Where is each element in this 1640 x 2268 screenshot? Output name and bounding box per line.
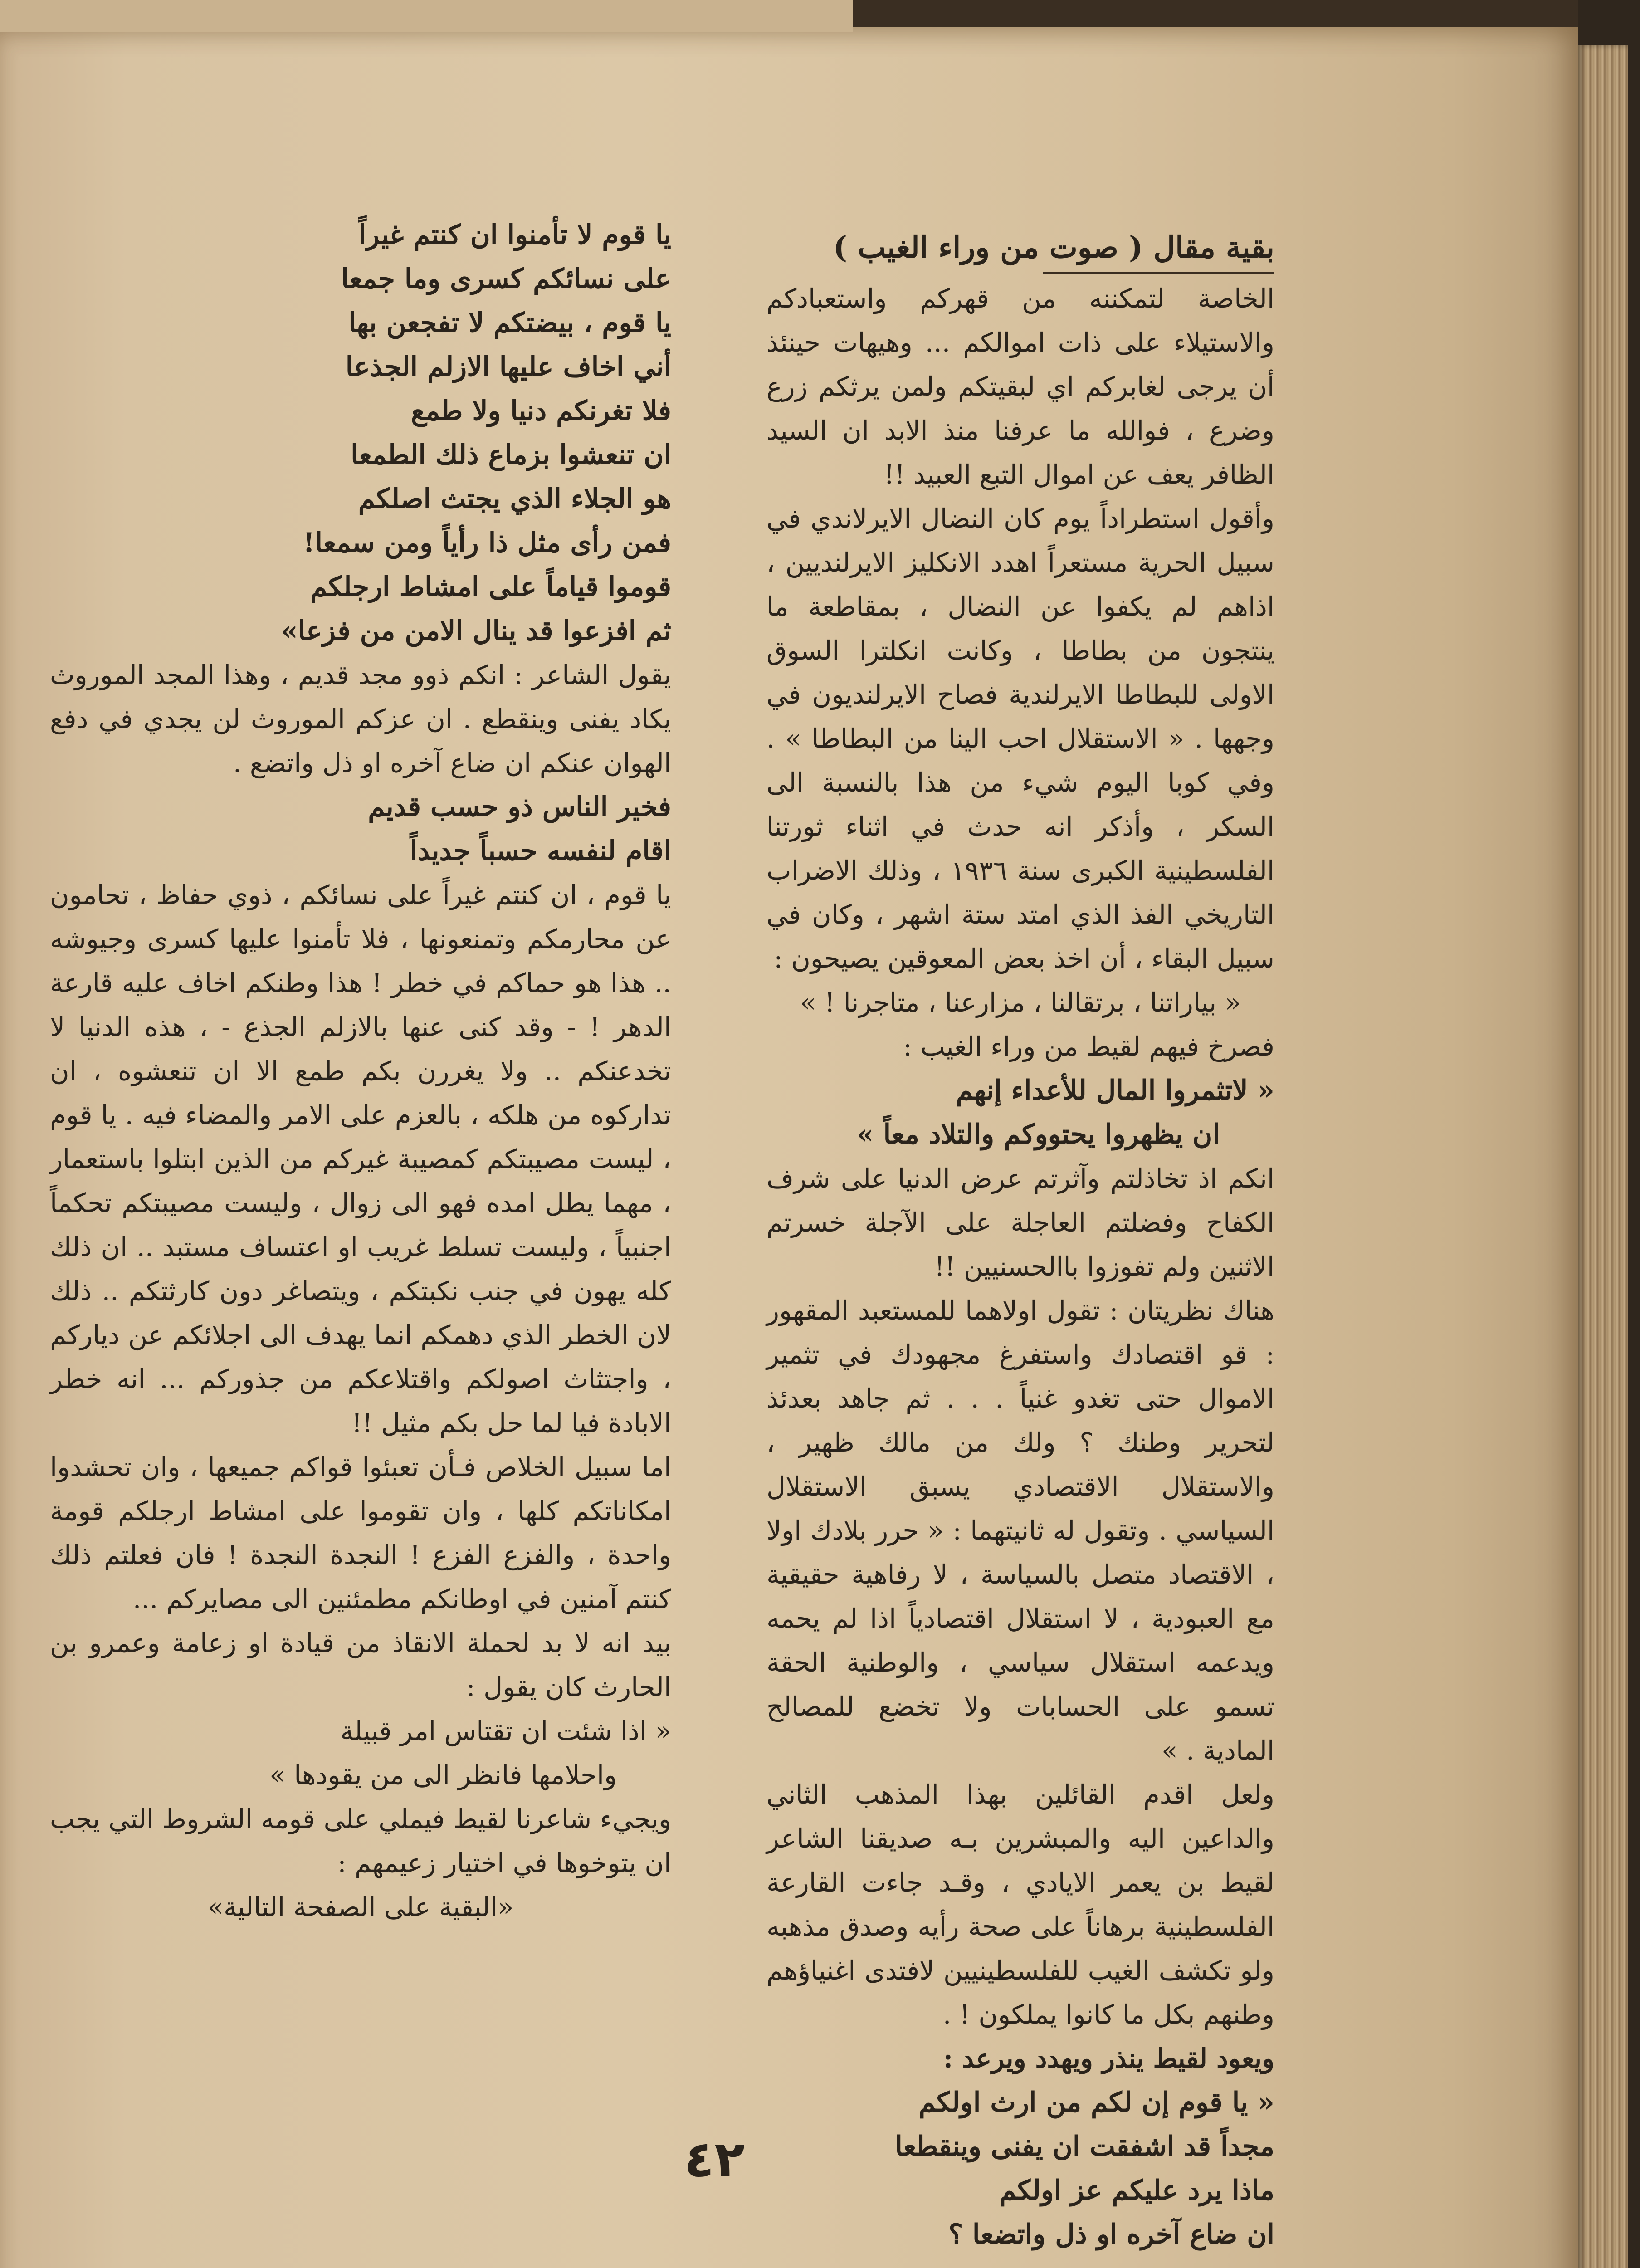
left-column-paragraph: اقام لنفسه حسباً جديداً (410, 835, 671, 867)
right-column-paragraph: ان ضاع آخره او ذل واتضعا ؟ (948, 2219, 1274, 2250)
right-column-paragraph: ولعل اقدم القائلين بهذا المذهب الثاني والداعين اليه والمبشرين بـه صديقنا الشاعر لقيط بن يعمر الايادي ، وقـد جاءت القارعة الفلسطينية برهاناً على صحة رأيه وصدق مذهبه ولو تكشف الغيب للفلسطينيين لافتدى اغنياؤهم وطنهم بكل ما كانوا يملكون ! . (766, 1779, 1274, 2030)
right-column-paragraph: « بياراتنا ، برتقالنا ، مزارعنا ، متاجرنا ! » (800, 987, 1241, 1018)
right-column-paragraph: الخاصة لتمكننه من قهركم واستعبادكم والاستيلاء على ذات اموالكم ... وهيهات حينئذ أن يرجى لغابركم اي لبقيتكم ولمن يرثكم زرع وضرع ، فوالله ما عرفنا منذ الابد ان السيد الظافر يعف عن اموال التبع العبيد !! (766, 283, 1274, 490)
left-column-paragraph: أني اخاف عليها الازلم الجذعا (345, 351, 671, 383)
left-column-paragraph: فخير الناس ذو حسب قديم (368, 791, 671, 823)
left-column (50, 213, 671, 1929)
heading-underline (1043, 272, 1274, 274)
left-column-paragraph: قوموا قياماً على امشاط ارجلكم (310, 571, 671, 603)
left-column-paragraph: فلا تغرنكم دنيا ولا طمع (411, 395, 671, 427)
right-column-paragraph: مجداً قد اشفقت ان يفنى وينقطعا (895, 2131, 1274, 2162)
right-column-paragraph: « يا قوم إن لكم من ارث اولكم (918, 2087, 1274, 2118)
left-column-paragraph: « اذا شئت ان تقتاس امر قبيلة (340, 1716, 671, 1746)
left-column-paragraph: اما سبيل الخلاص فـأن تعبئوا قواكم جميعها ، وان تحشدوا امكاناتكم كلها ، وان تقوموا على امشاط ارجلكم قومة واحدة ، والفزع الفزع ! النجدة النجدة ! فان فعلتم ذلك كنتم آمنين في اوطانكم مطمئنين الى مصايركم ... (50, 1452, 671, 1614)
right-column (766, 277, 1274, 2257)
page-top-strip (0, 0, 853, 32)
right-column-paragraph: ان يظهروا يحتووكم والتلاد معاً » (857, 1119, 1220, 1150)
left-column-paragraph: فمن رأى مثل ذا رأياً ومن سمعا! (303, 527, 671, 559)
left-column-paragraph: يقول الشاعر : انكم ذوو مجد قديم ، وهذا المجد الموروث يكاد يفنى وينقطع . ان عزكم الموروث لن يجدي في دفع الهوان عنكم ان ضاع آخره او ذل واتضع . (50, 660, 671, 778)
page-stack-edge (1578, 45, 1628, 2268)
left-column-paragraph: بيد انه لا بد لحملة الانقاذ من قيادة او زعامة وعمرو بن الحارث كان يقول : (50, 1628, 671, 1702)
right-column-paragraph: وأقول استطراداً يوم كان النضال الايرلاندي في سبيل الحرية مستعراً اهدد الانكليز الايرلنديين ، اذاهم لم يكفوا عن النضال ، بمقاطعة ما ينتجون من بطاطا ، وكانت انكلترا السوق الاولى للبطاطا الايرلندية فصاح الايرلنديون في وجهها . « الاستقلال احب الينا من البطاطا » . وفي كوبا اليوم شيء من هذا بالنسبة الى السكر ، وأذكر انه حدث في اثناء ثورتنا الفلسطينية الكبرى سنة ١٩٣٦ ، وذلك الاضراب التاريخي الفذ الذي امتد ستة اشهر ، وكان في سبيل البقاء ، أن اخذ بعض المعوقين يصيحون : (766, 503, 1274, 974)
left-column-paragraph: ثم افزعوا قد ينال الامن من فزعا» (281, 615, 671, 647)
article-heading: بقية مقال ( صوت من وراء الغيب ) (833, 230, 1274, 265)
left-column-paragraph: يا قوم لا تأمنوا ان كنتم غيراً (359, 219, 671, 251)
right-column-paragraph: ماذا يرد عليكم عز اولكم (999, 2175, 1274, 2206)
right-column-paragraph: انكم اذ تخاذلتم وآثرتم عرض الدنيا على شرف الكفاح وفضلتم العاجلة على الآجلة خسرتم الاثنين ولم تفوزوا باالحسنيين !! (766, 1163, 1274, 1282)
right-column-paragraph: ويعود لقيط ينذر ويهدد ويرعد : (943, 2043, 1274, 2074)
page-number: ٤٢ (683, 2130, 745, 2188)
left-column-paragraph: ويجيء شاعرنا لقيط فيملي على قومه الشروط التي يجب ان يتوخوها في اختيار زعيمهم : (50, 1804, 671, 1878)
right-column-paragraph: فصرخ فيهم لقيط من وراء الغيب : (903, 1031, 1274, 1062)
left-column-paragraph: يا قوم ، بيضتكم لا تفجعن بها (348, 307, 671, 339)
left-column-paragraph: يا قوم ، ان كنتم غيراً على نسائكم ، ذوي حفاظ ، تحامون عن محارمكم وتمنعونها ، فلا تأمنوا عليها كسرى وجيوشه .. هذا هو حماكم في خطر ! هذا وطنكم اخاف عليه قارعة الدهر ! - وقد كنى عنها بالازلم الجذع - ، هذه الدنيا لا تخدعنكم .. ولا يغررن بكم طمع الا ان تنعشوه ، ان تداركوه من هلكه ، بالعزم على الامر والمضاء فيه . يا قوم ، ليست مصيبتكم كمصيبة غيركم من الذين ابتلوا باستعمار ، مهما يطل امده فهو الى زوال ، وليست مصيبتكم تحكماً اجنبياً ، وليست تسلط غريب او اعتساف مستبد .. ان ذلك كله يهون في جنب نكبتكم ، ويتصاغر دون كارثتكم .. ذلك لان الخطر الذي دهمكم انما يهدف الى اجلائكم عن دياركم ، واجتثاث اصولكم واقتلاعكم من جذوركم ... انه خطر الابادة فيا لما حل بكم مثيل !! (50, 880, 671, 1438)
left-column-paragraph: «البقية على الصفحة التالية» (207, 1892, 514, 1922)
left-column-paragraph: هو الجلاء الذي يجتث اصلكم (358, 483, 671, 515)
right-column-paragraph: هناك نظريتان : تقول اولاهما للمستعبد المقهور : قو اقتصادك واستفرغ مجهودك في تثمير الاموال حتى تغدو غنياً . . . ثم جاهد بعدئذ لتحرير وطنك ؟ ولك من مالك ظهير ، والاستقلال الاقتصادي يسبق الاستقلال السياسي . وتقول له ثانيتهما : « حرر بلادك اولا ، الاقتصاد متصل بالسياسة ، لا رفاهية حقيقية مع العبودية ، لا استقلال اقتصادياً اذا لم يحمه ويدعمه استقلال سياسي ، والوطنية الحقة تسمو على الحسابات ولا تخضع للمصالح المادية . » (766, 1295, 1274, 1766)
left-column-paragraph: على نسائكم كسرى وما جمعا (341, 263, 671, 295)
right-column-paragraph: « لاتثمروا المال للأعداء إنهم (956, 1075, 1274, 1106)
left-column-paragraph: ان تنعشوا بزماع ذلك الطمعا (351, 439, 671, 471)
left-column-paragraph: واحلامها فانظر الى من يقودها » (269, 1760, 617, 1790)
